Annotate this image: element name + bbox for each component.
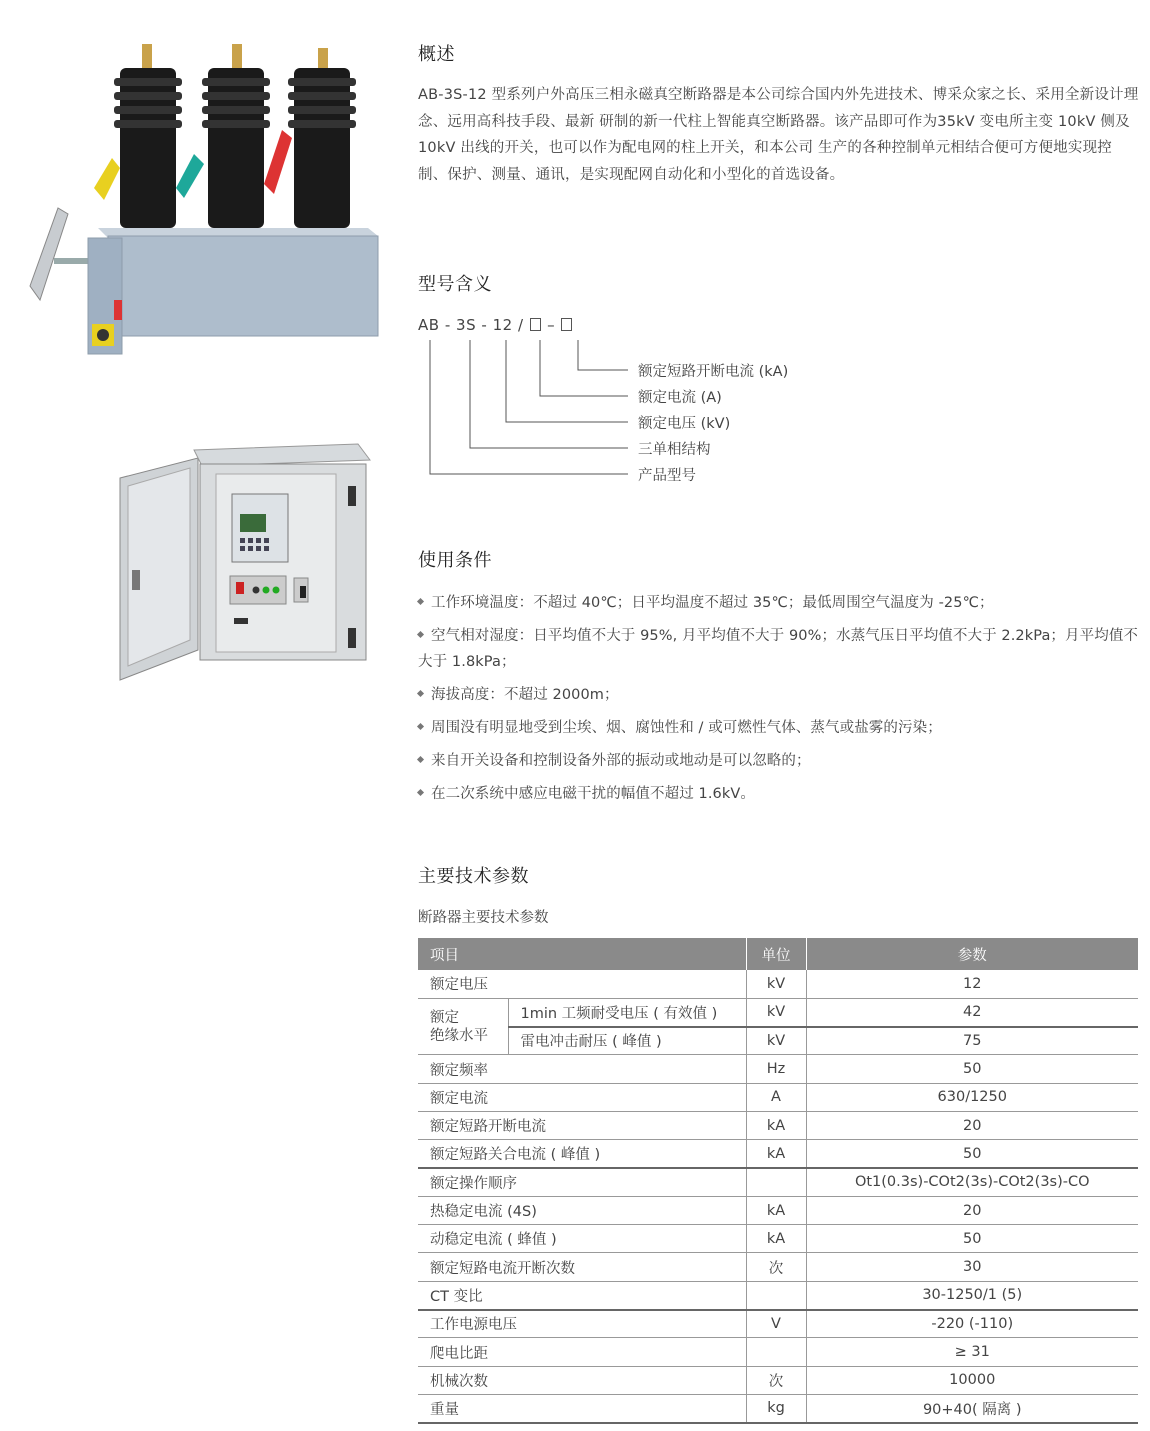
- leader-line-4: [470, 340, 628, 448]
- leader-line-2: [540, 340, 628, 396]
- conditions-title: 使用条件: [418, 550, 492, 571]
- header-value: 参数: [806, 938, 1138, 970]
- condition-item-2: 空气相对湿度：日平均值不大于 95%, 月平均值不大于 90%；水蒸气压日平均值不大于 2.2kPa；月平均值不大于 1.8kPa；: [418, 628, 1139, 670]
- table-header-row: [418, 938, 1138, 970]
- table-row: 雷电冲击耐压 ( 峰值 ) kV 75: [418, 1027, 1138, 1055]
- leader-line-1: [578, 340, 628, 370]
- condition-item-4: 周围没有明显地受到尘埃、烟、腐蚀性和 / 或可燃性气体、蒸气或盐雾的污染；: [418, 715, 1140, 741]
- model-code-3s: 3S: [456, 316, 477, 334]
- header-item: 项目: [418, 938, 746, 970]
- model-code-dash: –: [547, 316, 556, 334]
- header-unit: 单位: [746, 938, 806, 970]
- model-code-sep-2: -: [481, 316, 488, 334]
- leader-line-5: [430, 340, 628, 474]
- model-code-box-2: [561, 318, 572, 331]
- overview-title: 概述: [418, 44, 455, 65]
- condition-item-3: 海拔高度：不超过 2000m；: [418, 682, 1140, 708]
- table-row: 额定短路开断电流 kA 20: [418, 1111, 1138, 1139]
- condition-item-1: 工作环境温度：不超过 40℃；日平均温度不超过 35℃；最低周围空气温度为 -25℃；: [418, 590, 1140, 616]
- model-label-product-model: 产品型号: [638, 468, 696, 484]
- overview-text: AB-3S-12 型系列户外高压三相永磁真空断路器是本公司综合国内外先进技术、博采众家之长、采用全新设计理念、远用高科技手段、最新 研制的新一代柱上智能真空断路器。该产品即可作为35kV 变电所主变 10kV 侧及 10kV 出线的开关，也可以作为配电网的柱上开关，和本公司 生产的各种控制单元相结合便可方便地实现控制、保护、测量、通讯，是实现配网自动化和小型化的首选设备。: [418, 87, 1139, 183]
- table-row: 额定操作顺序 Ot1(0.3s)-COt2(3s)-COt2(3s)-CO: [418, 1168, 1138, 1196]
- model-code-box-1: [530, 318, 541, 331]
- leader-line-3: [506, 340, 628, 422]
- model-code: [418, 316, 573, 334]
- table-row: 重量 kg 90+40( 隔离 ): [418, 1394, 1138, 1422]
- table-row: 爬电比距 ≥ 31: [418, 1338, 1138, 1366]
- params-subtitle: 断路器主要技术参数: [418, 910, 549, 926]
- product-images: [0, 0, 400, 1431]
- table-row: 额定短路电流开断次数 次 30: [418, 1253, 1138, 1281]
- table-row: 额定频率 Hz 50: [418, 1055, 1138, 1083]
- table-row: 额定电压 kV 12: [418, 970, 1138, 998]
- params-table: [418, 938, 1138, 1424]
- condition-item-5: 来自开关设备和控制设备外部的振动或地动是可以忽略的；: [418, 748, 1140, 774]
- table-row: 机械次数 次 10000: [418, 1366, 1138, 1394]
- table-row: 额定 绝缘水平 1min 工频耐受电压 ( 有效值 ) kV 42: [418, 998, 1138, 1026]
- table-row: 工作电源电压 V -220 (-110): [418, 1310, 1138, 1338]
- vacuum-breaker-image: [28, 38, 380, 358]
- model-label-breaking-current: 额定短路开断电流 (kA): [638, 364, 789, 380]
- params-title: 主要技术参数: [418, 866, 529, 887]
- table-row: 额定电流 A 630/1250: [418, 1083, 1138, 1111]
- condition-item-6: 在二次系统中感应电磁干扰的幅值不超过 1.6kV。: [418, 781, 1140, 807]
- model-label-rated-voltage: 额定电压 (kV): [638, 416, 731, 432]
- model-code-slash: /: [517, 316, 524, 334]
- model-code-12: 12: [492, 316, 513, 334]
- model-label-structure: 三单相结构: [638, 442, 711, 458]
- table-row: 额定短路关合电流 ( 峰值 ) kA 50: [418, 1140, 1138, 1168]
- model-label-rated-current: 额定电流 (A): [638, 390, 722, 406]
- model-code-sep-1: -: [444, 316, 451, 334]
- table-row: 热稳定电流 (4S) kA 20: [418, 1196, 1138, 1224]
- insulation-group-label: 额定 绝缘水平: [418, 998, 508, 1055]
- model-code-ab: AB: [418, 316, 440, 334]
- table-row: CT 变比 30-1250/1 (5): [418, 1281, 1138, 1309]
- control-cabinet-image: [118, 440, 374, 685]
- model-title: 型号含义: [418, 274, 492, 295]
- table-row: 动稳定电流 ( 蜂值 ) kA 50: [418, 1225, 1138, 1253]
